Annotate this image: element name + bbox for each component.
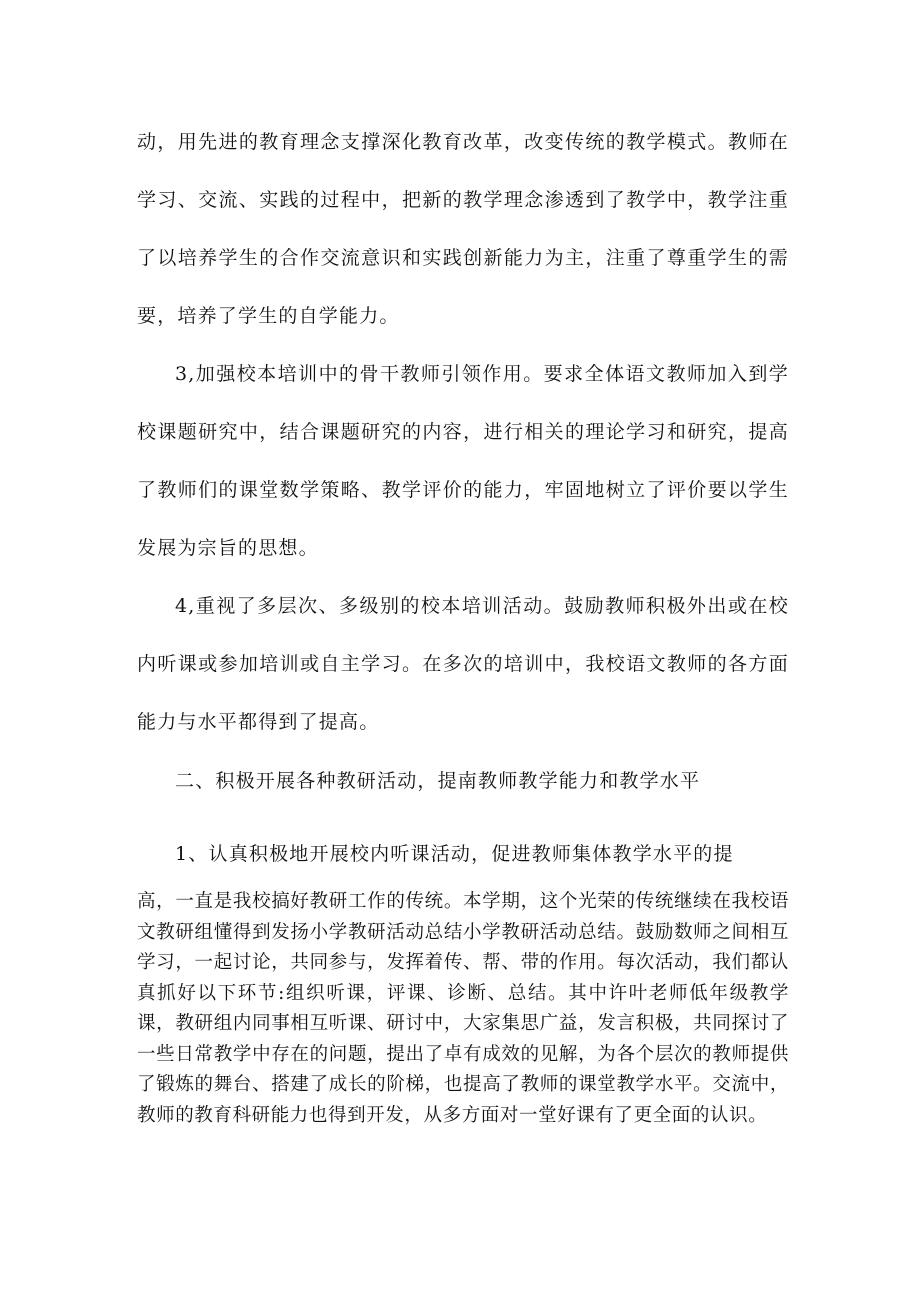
subheading-item-1: 1、认真积极地开展校内听课活动，促进教师集体教学水平的提: [175, 843, 734, 865]
paragraph-item-4: 4,重视了多层次、多级别的校本培训活动。鼓励教师积极外出或在校内听课或参加培训或自主学习。在多次的培训中，我校语文教师的各方面能力与水平都得到了提高。: [137, 595, 789, 733]
section-heading-2: 二、积极开展各种教研活动，提南教师教学能力和教学水平: [175, 770, 701, 792]
paragraph-item-3: 3,加强校本培训中的骨干教师引领作用。要求全体语文教师加入到学校课题研究中，结合课题研究的内容，进行相关的理论学习和研究，提高了教师们的课堂数学策略、教学评价的能力，牢固地树立了评价要以学生发展为宗旨的思想。: [137, 363, 789, 559]
paragraph-teaching-concept: 动，用先进的教育理念支撑深化教育改革，改变传统的教学模式。教师在学习、交流、实践的过程中，把新的教学理念渗透到了教学中，教学注重了以培养学生的合作交流意识和实践创新能力为主，注重了尊重学生的需要，培养了学生的自学能力。: [137, 131, 789, 327]
paragraph-lesson-activities: 高，一直是我校搞好教研工作的传统。本学期，这个光荣的传统继续在我校语文教研组懂得到发扬小学教研活动总结小学教研活动总结。鼓励数师之间相互学习，一起讨论，共同参与，发挥着传、帮、带的作用。每次活动，我们都认真抓好以下环节:组织听课，评课、诊断、总结。其中许叶老师低年级教学课，教研组内同事相互听课、研讨中，大家集思广益，发言积极，共同探讨了一些日常教学中存在的问题，提出了卓有成效的见解，为各个层次的教师提供了锻炼的舞台、搭建了成长的阶梯，也提高了教师的课堂教学水平。交流中，教师的教育科研能力也得到开发，从多方面对一堂好课有了更全面的认识。: [137, 891, 789, 1126]
